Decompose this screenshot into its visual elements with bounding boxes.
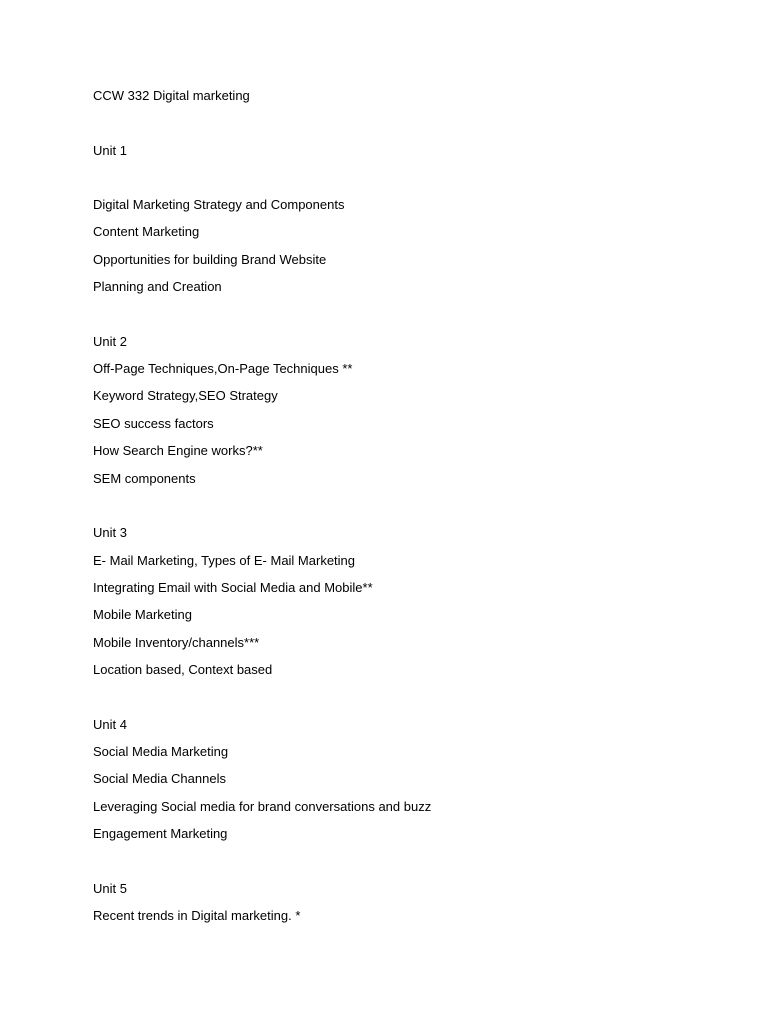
- unit-3-topic: E- Mail Marketing, Types of E- Mail Marketing: [93, 553, 356, 568]
- unit-4-topic: Social Media Marketing: [93, 744, 229, 759]
- unit-1-topic: Digital Marketing Strategy and Components: [93, 197, 345, 212]
- unit-3-heading: Unit 3: [93, 525, 127, 540]
- unit-2-topic: How Search Engine works?**: [93, 443, 263, 458]
- unit-2-topic: SEO success factors: [93, 416, 214, 431]
- unit-2-heading: Unit 2: [93, 334, 127, 349]
- unit-1-topic: Content Marketing: [93, 224, 200, 239]
- unit-3-topic: Location based, Context based: [93, 662, 273, 677]
- unit-3-topic: Mobile Marketing: [93, 607, 192, 622]
- unit-5-heading: Unit 5: [93, 881, 127, 896]
- unit-2-topic: Off-Page Techniques,On-Page Techniques **: [93, 361, 353, 376]
- unit-5-topic: Recent trends in Digital marketing. *: [93, 908, 301, 923]
- document-title: CCW 332 Digital marketing: [93, 88, 250, 103]
- unit-4-topic: Social Media Channels: [93, 771, 226, 786]
- unit-4-heading: Unit 4: [93, 717, 127, 732]
- unit-4-topic: Engagement Marketing: [93, 826, 228, 841]
- unit-3-topic: Mobile Inventory/channels***: [93, 635, 260, 650]
- unit-1-heading: Unit 1: [93, 143, 127, 158]
- unit-2-topic: SEM components: [93, 471, 196, 486]
- unit-2-topic: Keyword Strategy,SEO Strategy: [93, 388, 278, 403]
- unit-4-topic: Leveraging Social media for brand conversations and buzz: [93, 799, 432, 814]
- unit-1-topic: Opportunities for building Brand Website: [93, 252, 327, 267]
- unit-1-topic: Planning and Creation: [93, 279, 222, 294]
- unit-3-topic: Integrating Email with Social Media and Mobile**: [93, 580, 373, 595]
